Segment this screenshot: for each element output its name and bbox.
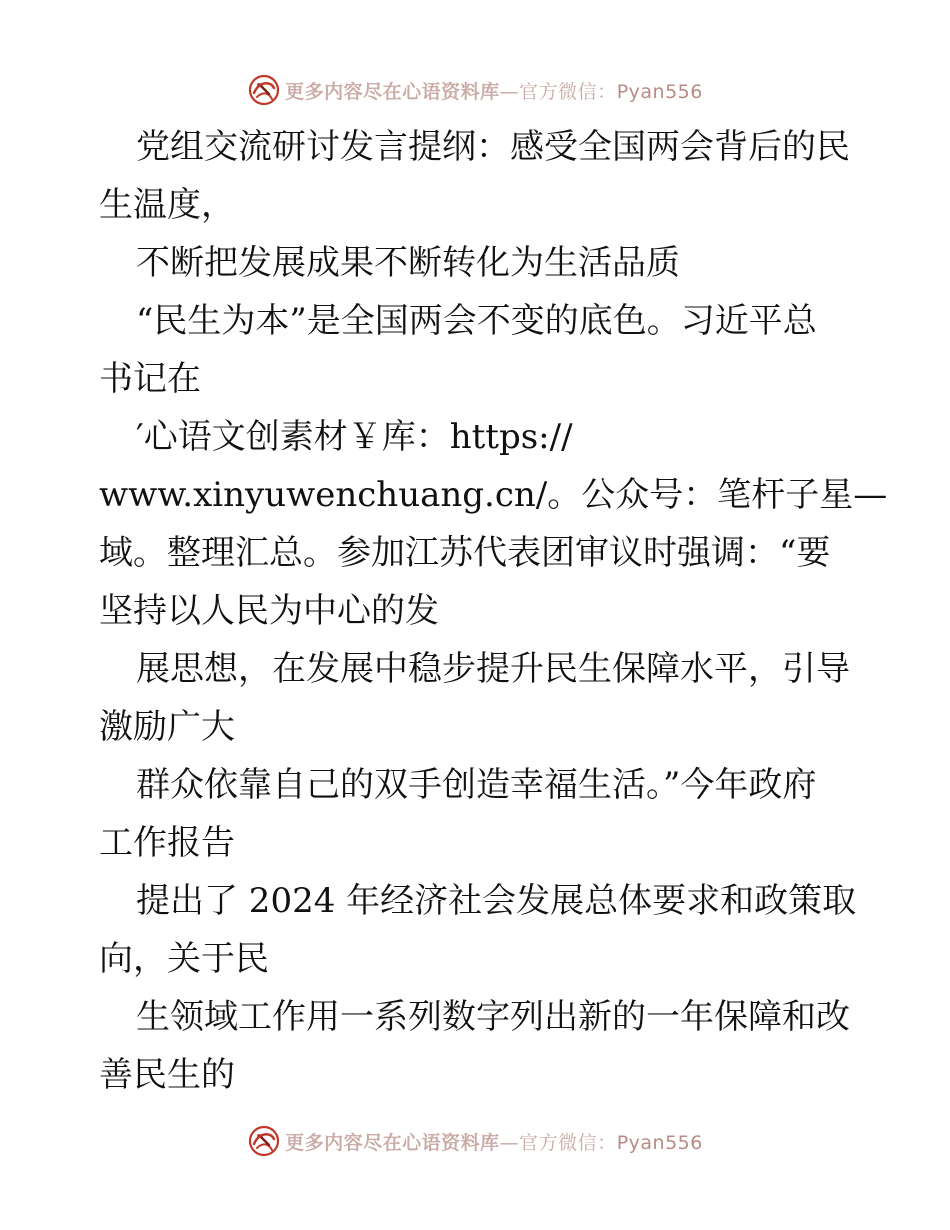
red-swirl-logo-icon	[247, 1124, 281, 1158]
watermark-wechat-id: Pyan556	[616, 80, 703, 103]
header-watermark	[0, 70, 950, 110]
watermark-wechat-id: Pyan556	[616, 1131, 703, 1154]
red-swirl-logo-icon	[247, 73, 281, 107]
text-line: 生领域工作用一系列数字列出新的一年保障和改	[136, 997, 850, 1037]
text-line: www.xinyuwenchuang.cn/。公众号：笔杆子星—	[99, 475, 888, 515]
text-line: 群众依靠自己的双手创造幸福生活。”今年政府	[136, 765, 817, 805]
text-line: 坚持以人民为中心的发	[99, 591, 439, 631]
text-line: 域。整理汇总。参加江苏代表团审议时强调：“要	[99, 533, 831, 573]
watermark-text	[285, 1128, 703, 1155]
text-line: 激励广大	[99, 707, 235, 747]
text-line: 向，关于民	[99, 939, 269, 979]
watermark-contact-text: 官方微信：	[519, 1131, 617, 1154]
text-line: 善民生的	[99, 1055, 235, 1095]
text-line: 展思想，在发展中稳步提升民生保障水平，引导	[136, 649, 850, 689]
watermark-site-text: 更多内容尽在心语资料库	[285, 80, 500, 103]
text-line: “民生为本”是全国两会不变的底色。习近平总	[136, 301, 817, 341]
text-line: ′心语文创素材￥库：https://	[136, 417, 573, 457]
text-line: 书记在	[99, 359, 201, 399]
text-line: 生温度，	[99, 185, 235, 225]
watermark-site-text: 更多内容尽在心语资料库	[285, 1131, 500, 1154]
watermark-separator: —	[499, 80, 520, 103]
watermark-separator: —	[499, 1131, 520, 1154]
text-line: 不断把发展成果不断转化为生活品质	[136, 243, 680, 283]
text-line: 提出了 2024 年经济社会发展总体要求和政策取	[136, 881, 857, 921]
text-line: 党组交流研讨发言提纲：感受全国两会背后的民	[136, 127, 850, 167]
footer-watermark	[0, 1121, 950, 1161]
text-line: 工作报告	[99, 823, 235, 863]
watermark-contact-text: 官方微信：	[519, 80, 617, 103]
document-body	[99, 118, 888, 1104]
watermark-text	[285, 77, 703, 104]
